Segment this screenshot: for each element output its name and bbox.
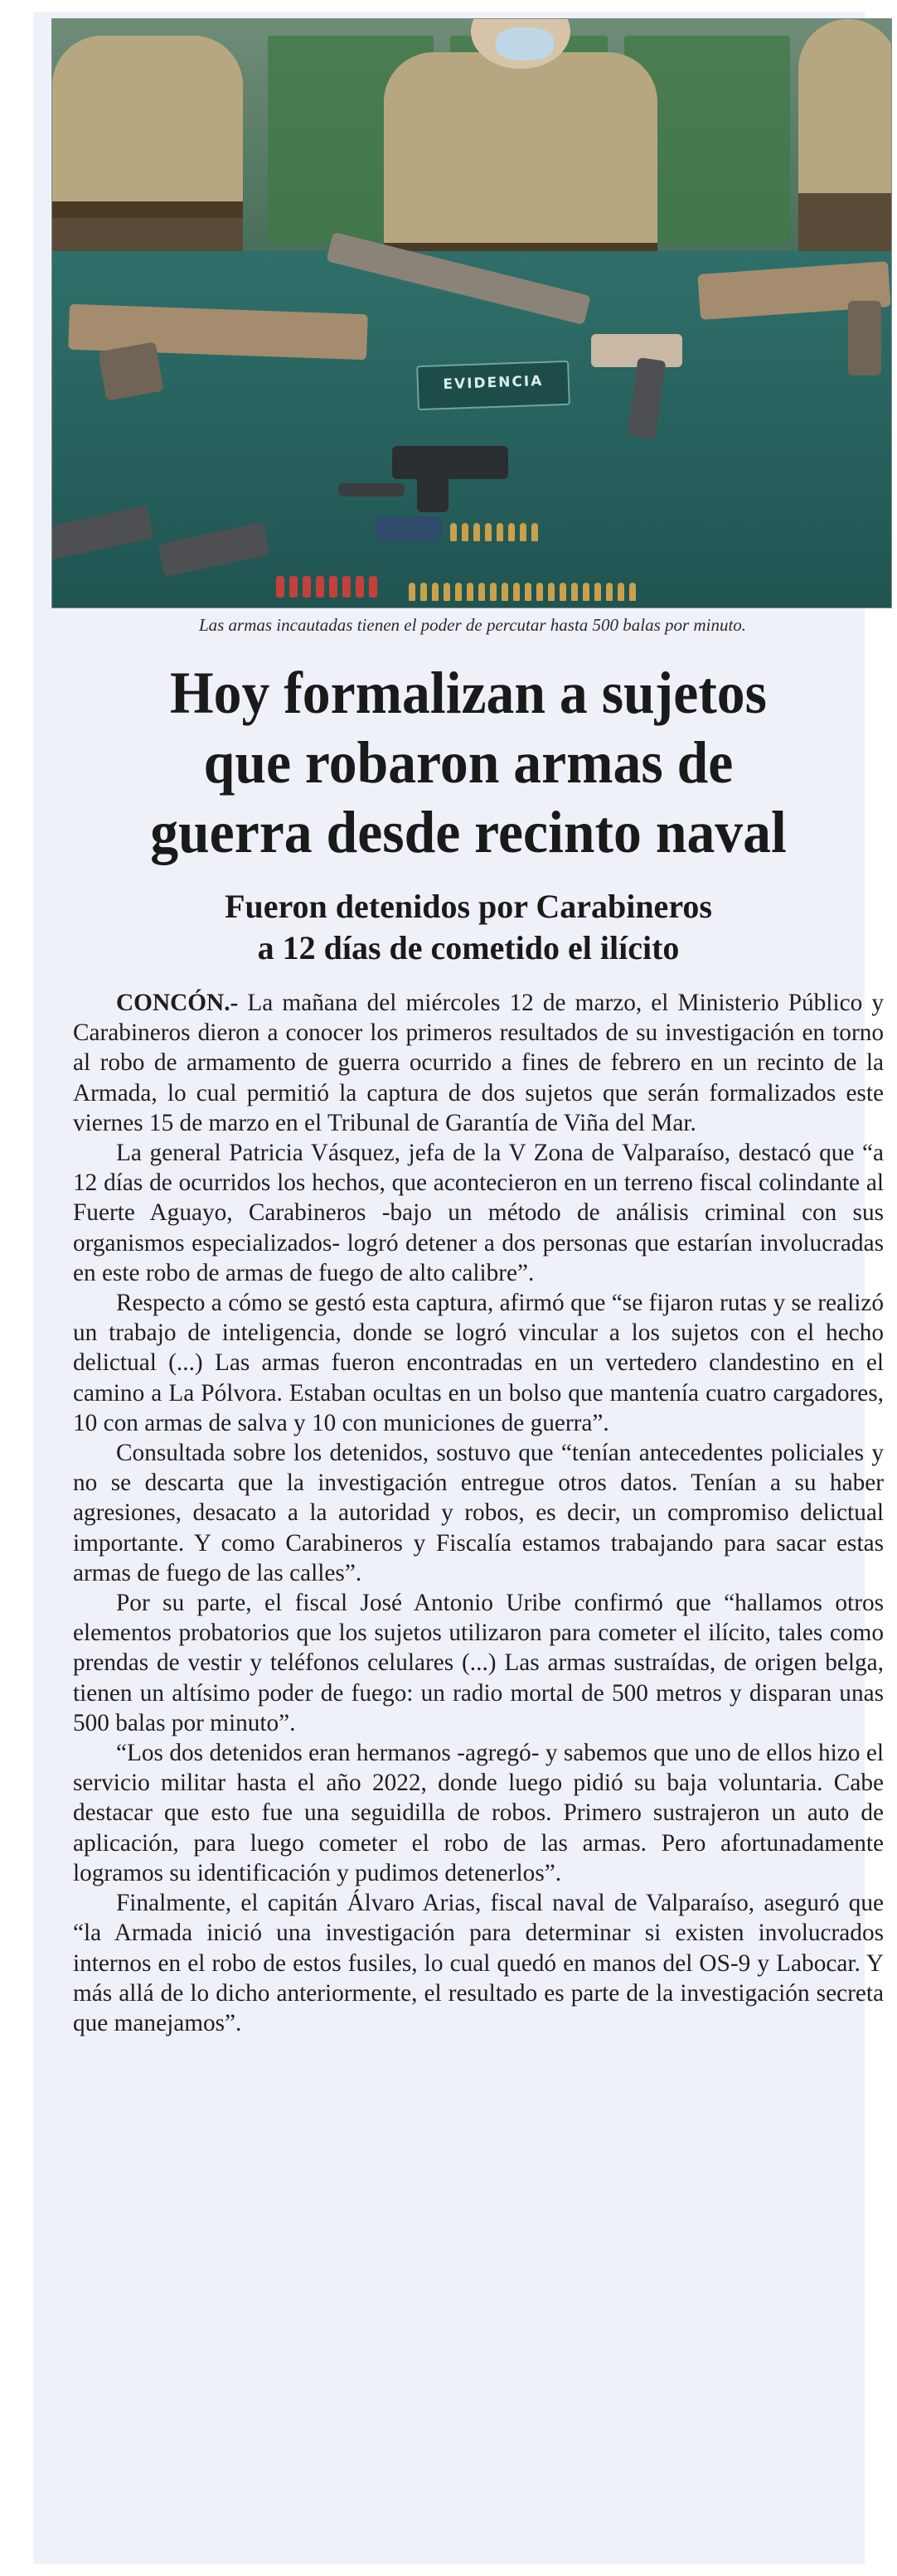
headline-line: guerra desde recinto naval [150, 799, 787, 865]
officer-left [52, 36, 243, 284]
subheadline-line: a 12 días de cometido el ilícito [257, 929, 680, 966]
pistol [392, 446, 508, 479]
article-paragraph: La general Patricia Vásquez, jefa de la V Zona de Valparaíso, destacó que “a 12 días de ocurridos los hechos, que acontecieron en un terreno fiscal colindante al Fuerte Aguayo, Carabineros -bajo un método de análisis criminal con sus organismos especializados- logró detener a dos personas que estarían involucradas en este robo de armas de fuego de alto calibre”. [73, 1140, 884, 1286]
photo-caption: Las armas incautadas tienen el poder de percutar hasta 500 balas por minuto. [198, 615, 747, 635]
subheadline-line: Fueron detenidos por Carabineros [225, 888, 712, 925]
article-paragraph: Consultada sobre los detenidos, sostuvo que “tenían antecedentes policiales y no se descarta que la investigación entregue otros datos. Tenían a su haber agresiones, desacato a la autoridad y robos, es decir, un compromiso delictual importante. Y como Carabineros y Fiscalía estamos trabajando para sacar estas armas de fuego de las calles”. [73, 1440, 884, 1586]
paragraph-text: La mañana del miércoles 12 de marzo, el Ministerio Público y Carabineros dieron a conocer los primeros resultados de su investigación en torno al robo de armamento de guerra ocurrido a fines de febrero en un recinto de la Armada, lo cual permitió la captura de dos sujetos que serán formalizados este viernes 15 de marzo en el Tribunal de Garantía de Viña del Mar. [73, 990, 884, 1136]
news-photo [51, 18, 892, 608]
subheadline [58, 886, 879, 969]
evidence-label: EVIDENCIA [443, 372, 544, 394]
newspaper-page [33, 12, 884, 2564]
article-paragraph: Respecto a cómo se gestó esta captura, afirmó que “se fijaron rutas y se realizó un trabajo de inteligencia, donde se logró vincular a los sujetos con el hecho delictual (...) Las armas fueron encontradas en un vertedero clandestino en el camino a La Pólvora. Estaban ocultas en un bolso que mantenía cuatro cargadores, 10 con armas de salva y 10 con municiones de guerra”. [73, 1290, 884, 1436]
headline-line: Hoy formalizan a sujetos [170, 660, 767, 726]
headline [83, 658, 855, 867]
headline-line: que robaron armas de [203, 729, 734, 796]
article-paragraph: “Los dos detenidos eran hermanos -agregó- y sabemos que uno de ellos hizo el servicio militar hasta el año 2022, donde luego pidió su baja voluntaria. Cabe destacar que esto fue una seguidilla de robos. Primero sustrajeron un auto de aplicación, para luego cometer el robo de las armas. Pero afortunadamente logramos su identificación y pudimos detenerlos”. [73, 1740, 884, 1886]
article-paragraph: Finalmente, el capitán Álvaro Arias, fiscal naval de Valparaíso, aseguró que “la Armada inició una investigación para determinar si existen involucrados internos en el robo de estos fusiles, lo cual quedó en manos del OS-9 y Labocar. Y más allá de lo dicho anteriormente, el resultado es parte de la investigación secreta que manejamos”. [73, 1890, 884, 2036]
article-body [73, 988, 884, 2038]
evidence-card [416, 361, 570, 410]
dateline: CONCÓN.- [116, 990, 239, 1016]
officer-right [798, 19, 892, 268]
article-paragraph [73, 988, 884, 1138]
article-paragraph: Por su parte, el fiscal José Antonio Uribe confirmó que “hallamos otros elementos probatorios que los sujetos utilizaron para cometer el ilícito, tales como prendas de vestir y teléfonos celulares (...) Las armas sustraídas, de origen belga, tienen un altísimo poder de fuego: un radio mortal de 500 metros y disparan unas 500 balas por minuto”. [73, 1590, 884, 1736]
